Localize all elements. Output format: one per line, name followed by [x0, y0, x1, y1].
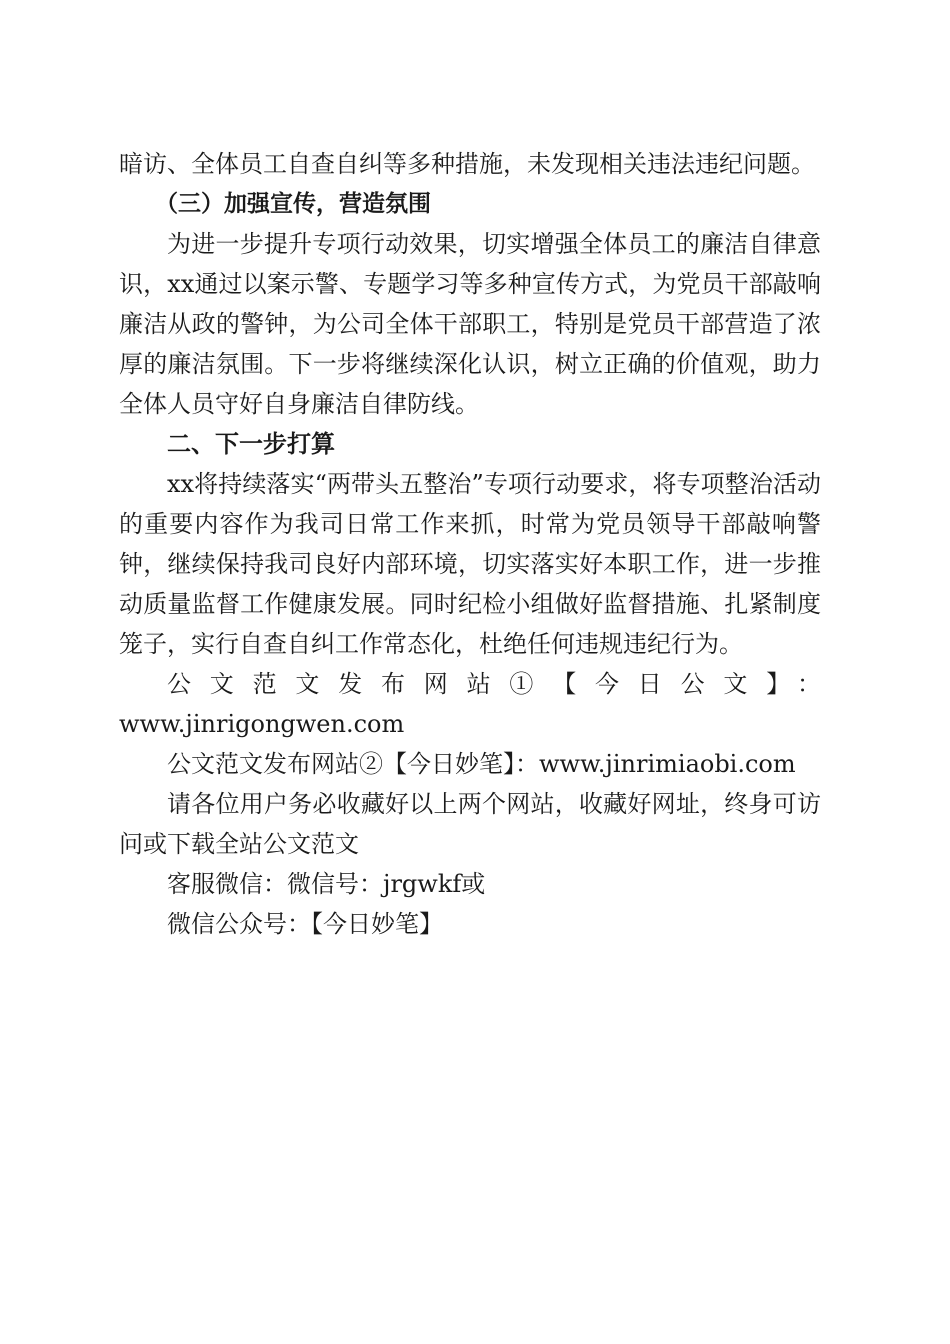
- wechat-line: 客服微信：微信号：jrgwkf或: [167, 870, 486, 898]
- section3-heading: （三）加强宣传，营造氛围: [155, 191, 431, 217]
- notice-paragraph: 请各位用户务必收藏好以上两个网站，收藏好网址，终身可访问或下载全站公文范文: [119, 790, 821, 858]
- site1-url: www.jinrigongwen.com: [119, 710, 405, 738]
- site2-line: 公文范文发布网站②【今日妙笔】：www.jinrimiaobi.com: [167, 750, 796, 778]
- continuation-paragraph: 暗访、全体员工自查自纠等多种措施，未发现相关违法违纪问题。: [119, 150, 815, 178]
- site1-label: 公文范文发布网站①【今日公文】：: [167, 670, 821, 698]
- section3-paragraph: 为进一步提升专项行动效果，切实增强全体员工的廉洁自律意识，xx通过以案示警、专题学习等多种宣传方式，为党员干部敲响廉洁从政的警钟，为公司全体干部职工，特别是党员干部营造了浓厚的廉洁氛围。下一步将继续深化认识，树立正确的价值观，助力全体人员守好自身廉洁自律防线。: [119, 230, 821, 418]
- part2-heading: 二、下一步打算: [167, 430, 335, 458]
- official-account-line: 微信公众号：【今日妙笔】: [167, 910, 443, 938]
- document-page: [119, 144, 821, 944]
- part2-paragraph: xx将持续落实“两带头五整治”专项行动要求，将专项整治活动的重要内容作为我司日常工作来抓，时常为党员领导干部敲响警钟，继续保持我司良好内部环境，切实落实好本职工作，进一步推动质量监督工作健康发展。同时纪检小组做好监督措施、扎紧制度笼子，实行自查自纠工作常态化，杜绝任何违规违纪行为。: [119, 470, 821, 658]
